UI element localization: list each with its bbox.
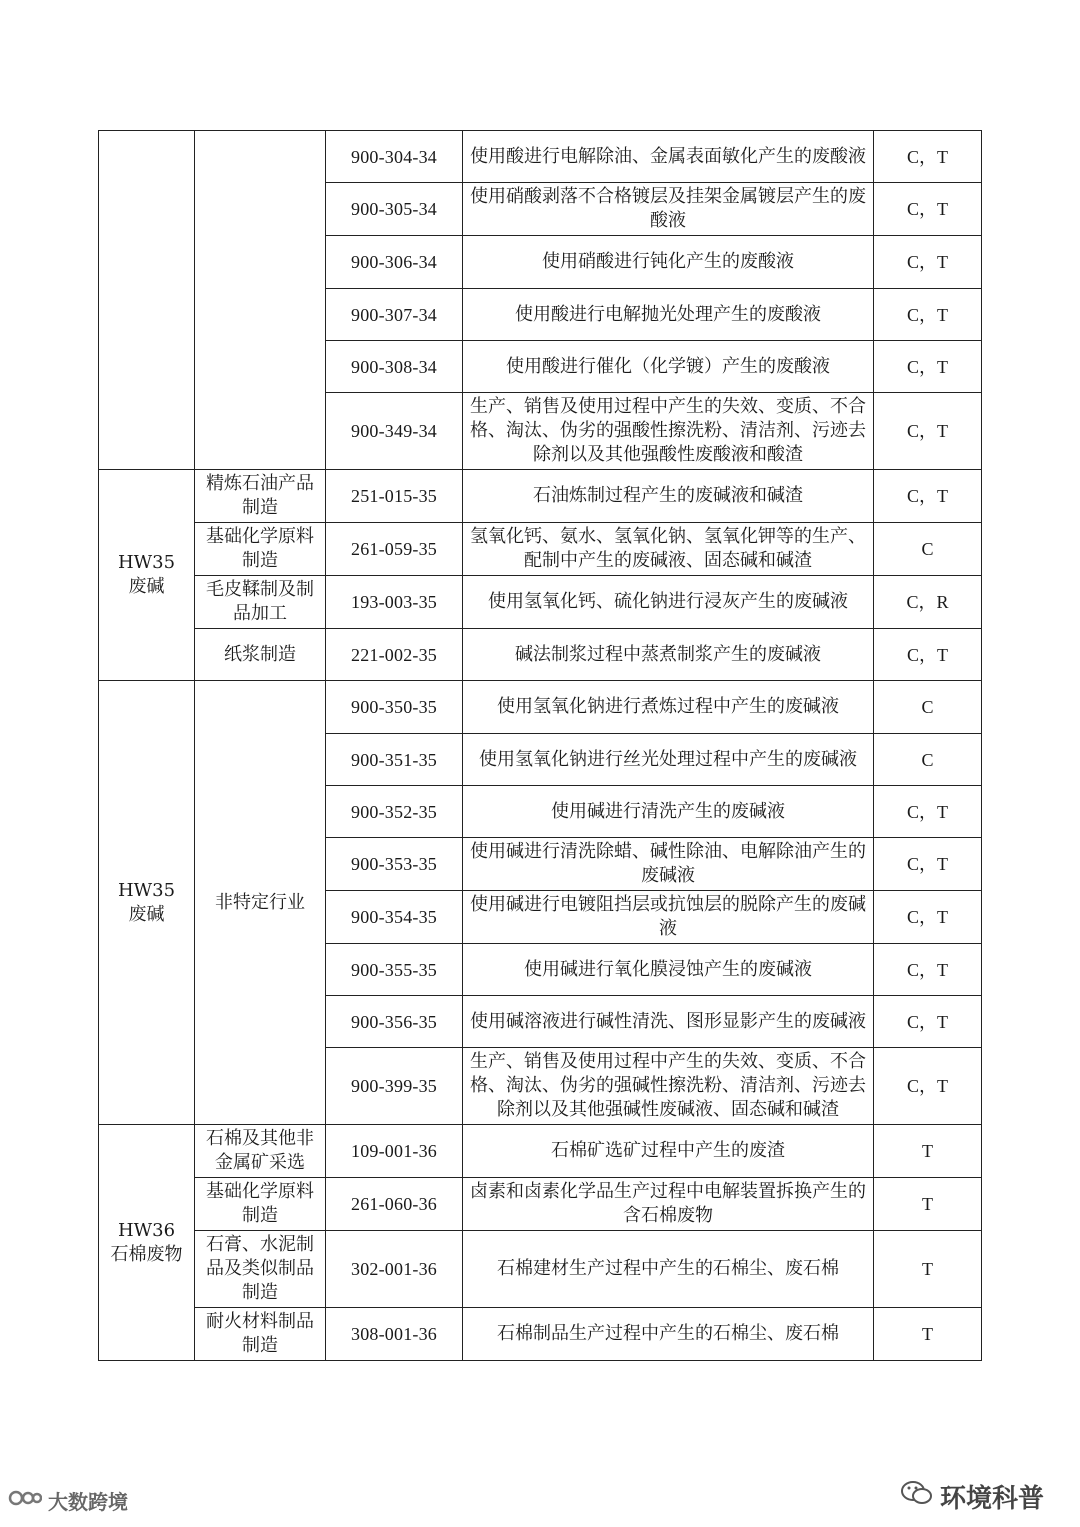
- waste-description: 生产、销售及使用过程中产生的失效、变质、不合格、淘汰、伪劣的强碱性擦洗粉、清洁剂、污迹去除剂以及其他强碱性废碱液、固态碱和碱渣: [463, 1048, 874, 1125]
- watermark-right: [900, 1478, 1044, 1515]
- watermark-right-text: 环境科普: [939, 1484, 1044, 1514]
- hazard-feature: C，T: [874, 891, 982, 944]
- hazard-feature: T: [874, 1308, 982, 1361]
- wechat-icon: [900, 1479, 934, 1514]
- industry-cell: 耐火材料制品制造: [195, 1308, 326, 1361]
- waste-code: 900-350-35: [326, 681, 463, 734]
- waste-code: 900-349-34: [326, 393, 463, 470]
- waste-code: 900-352-35: [326, 786, 463, 838]
- industry-cell: 毛皮鞣制及制品加工: [195, 576, 326, 629]
- waste-code: 251-015-35: [326, 470, 463, 523]
- waste-description: 使用酸进行电解抛光处理产生的废酸液: [463, 289, 874, 341]
- brand-logo-icon: [8, 1487, 42, 1514]
- waste-code: 900-399-35: [326, 1048, 463, 1125]
- hazard-feature: C，T: [874, 183, 982, 236]
- waste-description: 使用氢氧化钠进行丝光处理过程中产生的废碱液: [463, 734, 874, 786]
- waste-description: 石棉建材生产过程中产生的石棉尘、废石棉: [463, 1231, 874, 1308]
- waste-description: 使用碱进行清洗除蜡、碱性除油、电解除油产生的废碱液: [463, 838, 874, 891]
- waste-code: 261-059-35: [326, 523, 463, 576]
- hazard-feature: C: [874, 523, 982, 576]
- waste-code: 900-354-35: [326, 891, 463, 944]
- waste-code: 900-308-34: [326, 341, 463, 393]
- waste-description: 使用硝酸进行钝化产生的废酸液: [463, 236, 874, 289]
- waste-description: 碱法制浆过程中蒸煮制浆产生的废碱液: [463, 629, 874, 681]
- waste-code: 900-353-35: [326, 838, 463, 891]
- waste-description: 使用碱进行清洗产生的废碱液: [463, 786, 874, 838]
- hazard-feature: C，T: [874, 838, 982, 891]
- waste-code: 900-356-35: [326, 996, 463, 1048]
- waste-description: 卤素和卤素化学品生产过程中电解装置拆换产生的含石棉废物: [463, 1178, 874, 1231]
- waste-description: 使用碱进行电镀阻挡层或抗蚀层的脱除产生的废碱液: [463, 891, 874, 944]
- hazard-feature: C，T: [874, 393, 982, 470]
- hazard-feature: C，T: [874, 944, 982, 996]
- hazard-feature: T: [874, 1125, 982, 1178]
- hazard-feature: C: [874, 681, 982, 734]
- waste-code: 900-355-35: [326, 944, 463, 996]
- hazard-feature: C，T: [874, 131, 982, 183]
- hazard-feature: C: [874, 734, 982, 786]
- hazard-feature: C，T: [874, 1048, 982, 1125]
- waste-description: 氢氧化钙、氨水、氢氧化钠、氢氧化钾等的生产、配制中产生的废碱液、固态碱和碱渣: [463, 523, 874, 576]
- waste-description: 使用氢氧化钠进行煮炼过程中产生的废碱液: [463, 681, 874, 734]
- industry-cell: 石膏、水泥制品及类似制品制造: [195, 1231, 326, 1308]
- waste-description: 生产、销售及使用过程中产生的失效、变质、不合格、淘汰、伪劣的强酸性擦洗粉、清洁剂、污迹去除剂以及其他强酸性废酸液和酸渣: [463, 393, 874, 470]
- waste-code: 900-307-34: [326, 289, 463, 341]
- watermark-left: [8, 1486, 128, 1515]
- waste-code: 109-001-36: [326, 1125, 463, 1178]
- waste-description: 使用酸进行电解除油、金属表面敏化产生的废酸液: [463, 131, 874, 183]
- waste-code: 900-351-35: [326, 734, 463, 786]
- industry-cell: 纸浆制造: [195, 629, 326, 681]
- waste-code: 221-002-35: [326, 629, 463, 681]
- hazardous-waste-table: [98, 130, 982, 1361]
- hazard-feature: C，T: [874, 786, 982, 838]
- hazard-feature: C，T: [874, 341, 982, 393]
- waste-description: 石油炼制过程产生的废碱液和碱渣: [463, 470, 874, 523]
- industry-cell: 石棉及其他非金属矿采选: [195, 1125, 326, 1178]
- category-cell: HW36 石棉废物: [99, 1125, 195, 1361]
- waste-description: 使用酸进行催化（化学镀）产生的废酸液: [463, 341, 874, 393]
- watermark-left-text: 大数跨境: [48, 1490, 128, 1514]
- waste-code: 900-305-34: [326, 183, 463, 236]
- waste-description: 使用硝酸剥落不合格镀层及挂架金属镀层产生的废酸液: [463, 183, 874, 236]
- industry-cell: 基础化学原料制造: [195, 1178, 326, 1231]
- hazard-feature: C，T: [874, 236, 982, 289]
- waste-description: 使用氢氧化钙、硫化钠进行浸灰产生的废碱液: [463, 576, 874, 629]
- hazard-feature: C，R: [874, 576, 982, 629]
- industry-cell: [195, 131, 326, 470]
- waste-code: 308-001-36: [326, 1308, 463, 1361]
- waste-description: 使用碱进行氧化膜浸蚀产生的废碱液: [463, 944, 874, 996]
- waste-description: 石棉矿选矿过程中产生的废渣: [463, 1125, 874, 1178]
- industry-cell: 非特定行业: [195, 681, 326, 1125]
- category-cell: HW35 废碱: [99, 681, 195, 1125]
- industry-cell: 基础化学原料制造: [195, 523, 326, 576]
- hazard-feature: C，T: [874, 289, 982, 341]
- waste-code: 900-304-34: [326, 131, 463, 183]
- waste-description: 石棉制品生产过程中产生的石棉尘、废石棉: [463, 1308, 874, 1361]
- category-cell: [99, 131, 195, 470]
- hazard-feature: C，T: [874, 996, 982, 1048]
- waste-description: 使用碱溶液进行碱性清洗、图形显影产生的废碱液: [463, 996, 874, 1048]
- industry-cell: 精炼石油产品制造: [195, 470, 326, 523]
- waste-code: 900-306-34: [326, 236, 463, 289]
- waste-code: 193-003-35: [326, 576, 463, 629]
- hazard-feature: T: [874, 1178, 982, 1231]
- waste-code: 302-001-36: [326, 1231, 463, 1308]
- category-cell: HW35 废碱: [99, 470, 195, 681]
- hazard-feature: C，T: [874, 629, 982, 681]
- hazard-feature: C，T: [874, 470, 982, 523]
- hazard-feature: T: [874, 1231, 982, 1308]
- waste-code: 261-060-36: [326, 1178, 463, 1231]
